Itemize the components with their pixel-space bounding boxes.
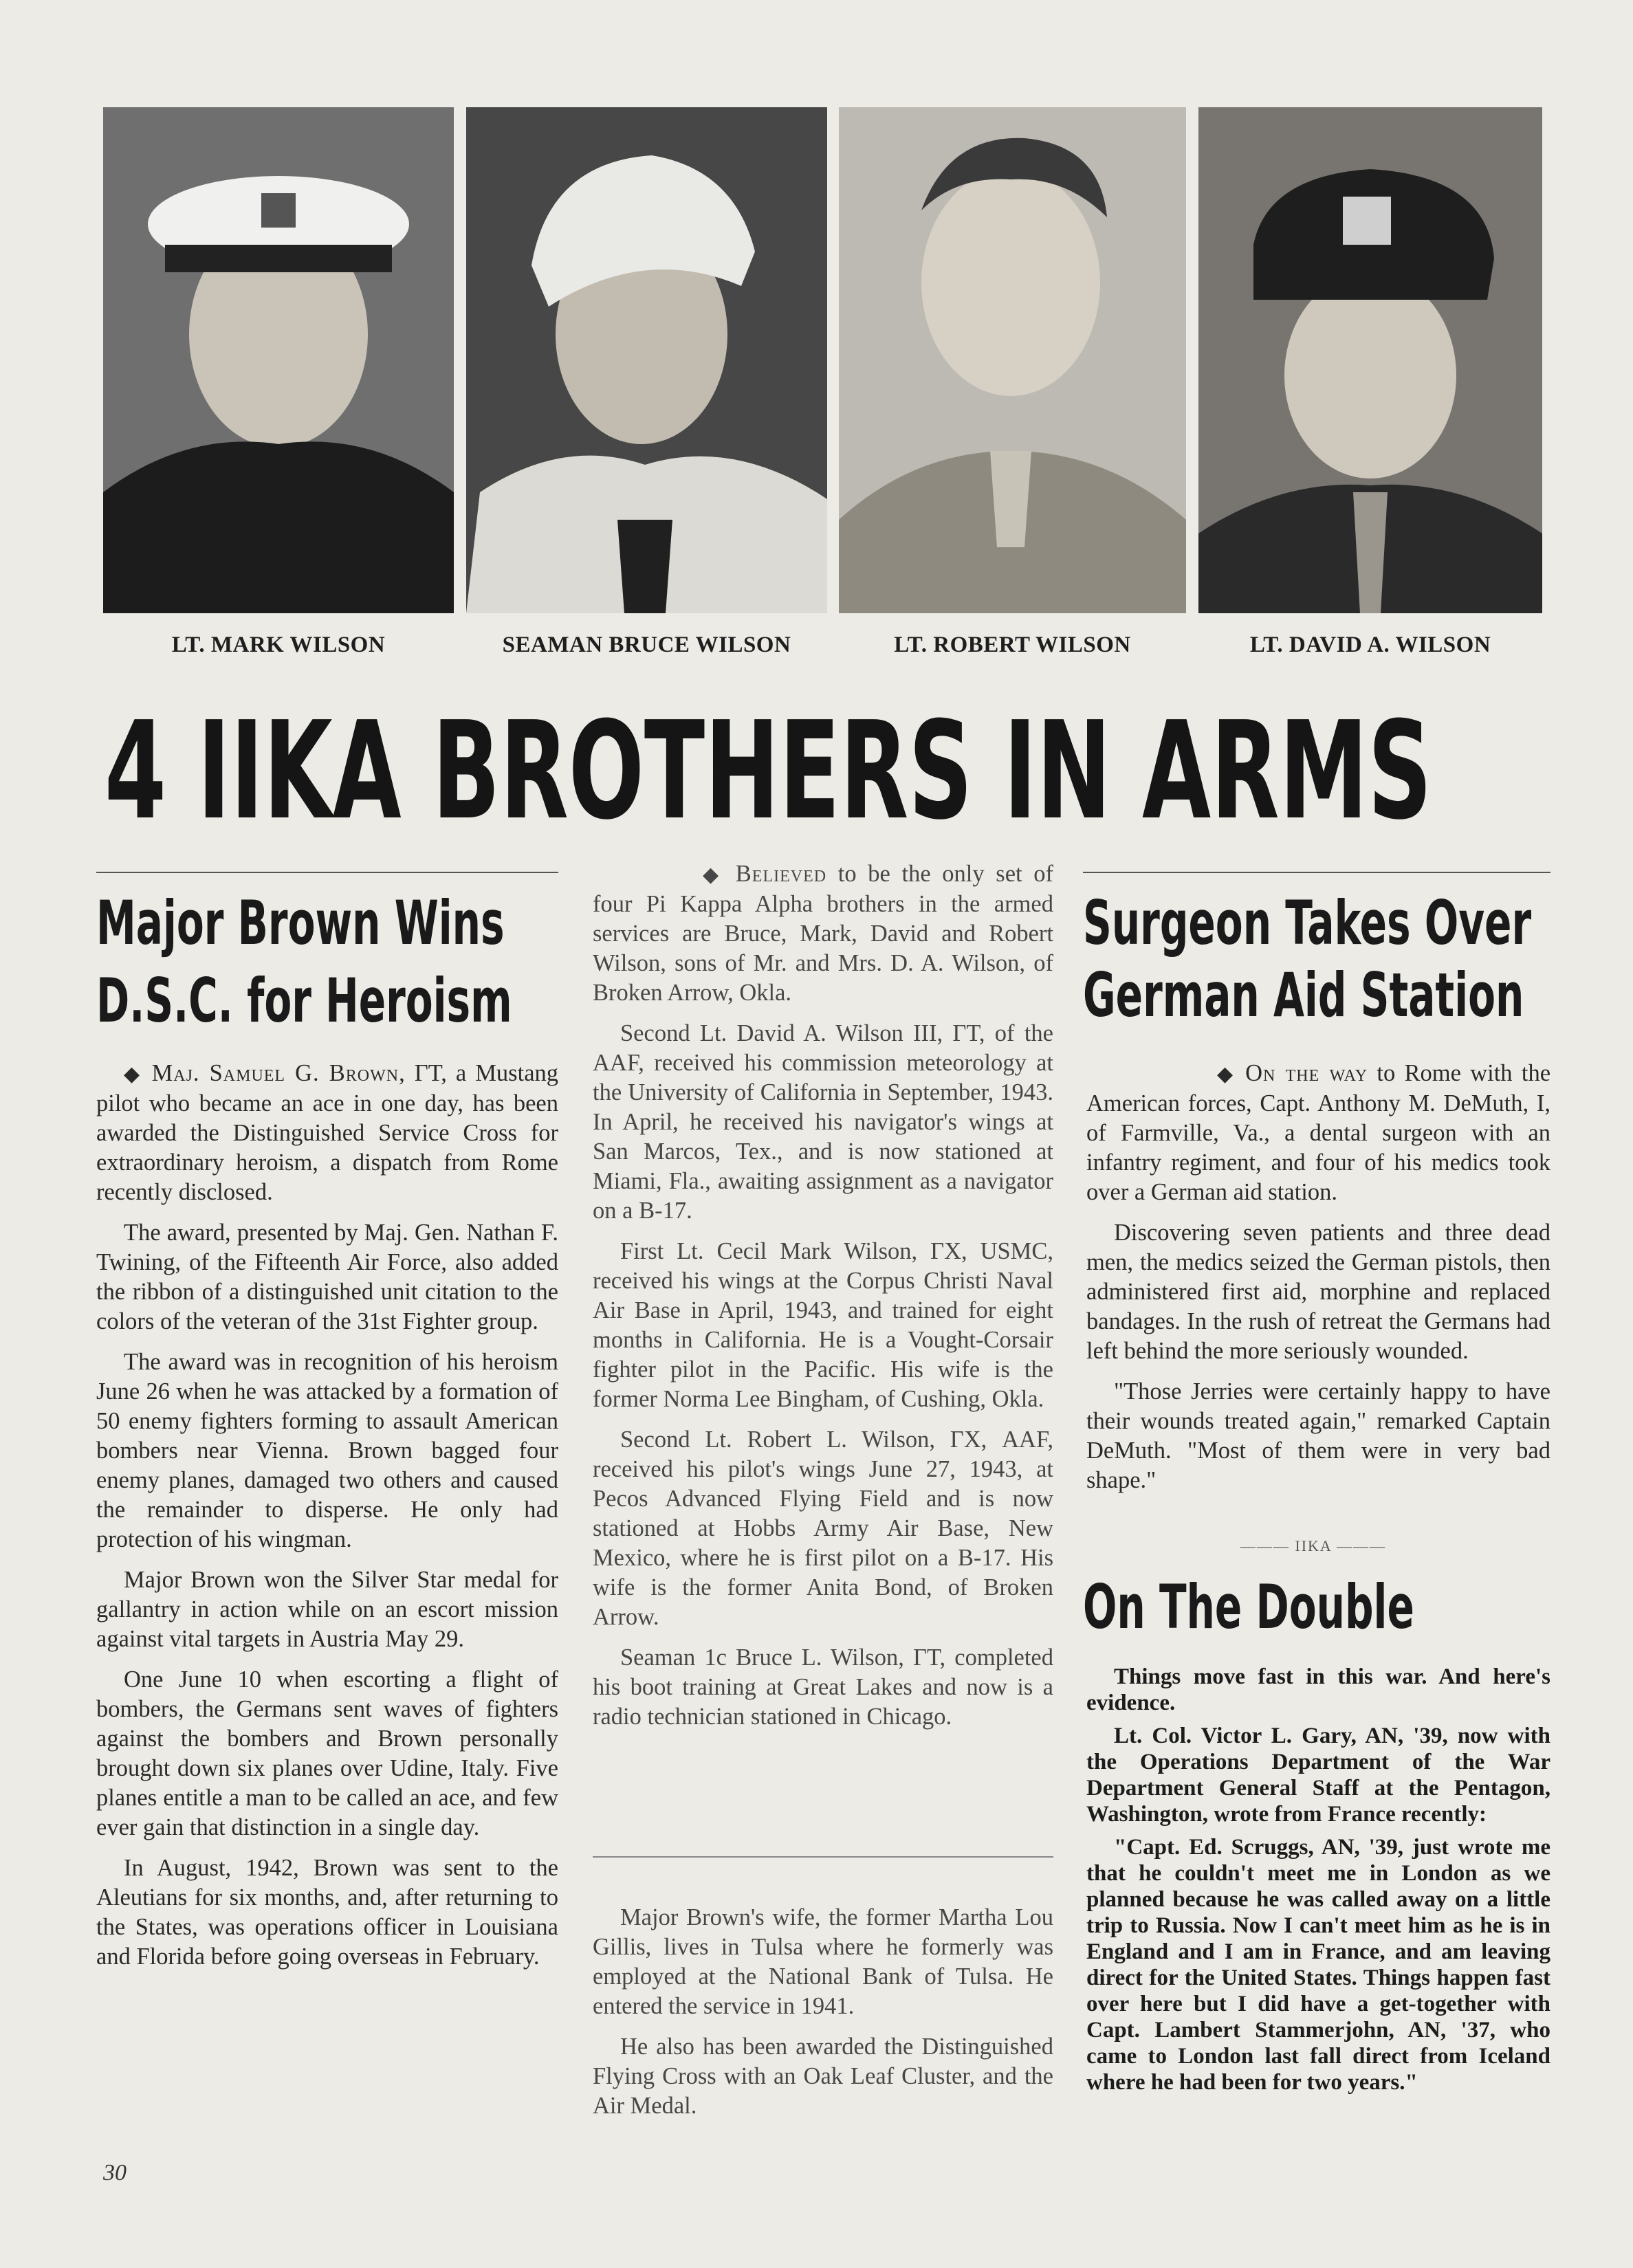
column-rule: [593, 1856, 1053, 1858]
page-headline: 4 IIKA BROTHERS IN ARMS: [105, 693, 1432, 850]
column-rule: [1083, 872, 1550, 873]
photo-robert-wilson: [839, 107, 1186, 613]
paragraph: The award was in recognition of his heroism June 26 when he was attacked by a formation of 50 enemy fighters forming to assault American bombers near Vienna. Brown bagged four enemy planes, damaged two others and caused the remainder to disperse. He only had protection of his wingman.: [96, 1349, 558, 1552]
photo-david-wilson: [1198, 107, 1542, 613]
paragraph-text: to be the only set of four Pi Kappa Alpha brothers in the armed services are Bruce, Mark, David and Robert Wilson, sons of Mr. and Mrs. D. A. Wilson, of Broken Arrow, Okla.: [593, 861, 1054, 1006]
paragraph: Discovering seven patients and three dead men, the medics seized the German pistols, then administered first aid, morphine and replaced bandages. In the rush of retreat the Germans had left behind the more seriously wounded.: [1086, 1220, 1550, 1364]
paragraph: Lt. Col. Victor L. Gary, AN, '39, now with the Operations Department of the War Department General Staff at the Pentagon, Washington, wrote from France recently:: [1086, 1724, 1550, 1827]
diamond-bullet-icon: ◆: [124, 1063, 143, 1086]
article-title: On The Double: [1083, 1572, 1414, 1642]
photo-caption: SEAMAN BRUCE WILSON: [502, 632, 791, 657]
photo-mark-wilson: [103, 107, 454, 613]
photo-caption: LT. ROBERT WILSON: [894, 632, 1131, 657]
paragraph: The award, presented by Maj. Gen. Nathan F. Twining, of the Fifteenth Air Force, also added the ribbon of a distinguished unit citation to the colors of the veteran of the 31st Fighter group.: [96, 1220, 558, 1334]
paragraph: In August, 1942, Brown was sent to the Aleutians for six months, and, after returning to the States, was operations officer in Louisiana and Florida before going overseas in February.: [96, 1855, 558, 1970]
article-body-brown: [96, 1059, 558, 1983]
page-number: 30: [103, 2160, 127, 2186]
paragraph: First Lt. Cecil Mark Wilson, ΓΧ, USMC, received his wings at the Corpus Christi Naval Air Base in April, 1943, and trained for eight months in California. He is a Vought-Corsair fighter pilot in the Pacific. His wife is the former Norma Lee Bingham, of Cushing, Okla.: [593, 1238, 1053, 1412]
article-title: D.S.C. for Heroism: [96, 965, 512, 1036]
column-rule: [96, 872, 558, 873]
lead-in: Maj. Samuel G. Brown,: [151, 1060, 406, 1086]
paragraph: "Those Jerries were certainly happy to have their wounds treated again," remarked Captain DeMuth. "Most of them were in very bad shape.": [1086, 1378, 1550, 1493]
diamond-bullet-icon: ◆: [703, 863, 725, 886]
paragraph: Things move fast in this war. And here's evidence.: [1086, 1664, 1550, 1715]
section-divider: ——— IIKA ———: [1240, 1537, 1387, 1554]
diamond-bullet-icon: ◆: [1217, 1063, 1236, 1086]
article-title: Surgeon Takes Over: [1083, 888, 1532, 958]
article-body-wilson: [593, 859, 1053, 1743]
article-title: German Aid Station: [1083, 960, 1524, 1031]
paragraph: He also has been awarded the Distinguished Flying Cross with an Oak Leaf Cluster, and the Air Medal.: [593, 2034, 1053, 2119]
photo-caption: LT. DAVID A. WILSON: [1249, 632, 1491, 657]
paragraph-text: to Rome with the American forces, Capt. Anthony M. DeMuth, I, of Farmville, Va., a dental surgeon with an infantry regiment, and four of his medics took over a German aid station.: [1086, 1060, 1551, 1205]
paragraph: Second Lt. David A. Wilson III, ΓΤ, of the AAF, received his commission meteorology at the University of California in September, 1943. In April, he received his navigator's wings at San Marcos, Tex., and is now stationed at Miami, Fla., awaiting assignment as a navigator on a B-17.: [593, 1020, 1053, 1224]
lead-in: On the way: [1245, 1060, 1368, 1086]
article-body-demuth: [1086, 1059, 1550, 1506]
paragraph: Second Lt. Robert L. Wilson, ΓΧ, AAF, received his pilot's wings June 27, 1943, at Pecos Advanced Flying Field and is now stationed at Hobbs Army Air Base, New Mexico, where he is first pilot on a B-17. His wife is the former Anita Bond, of Broken Arrow.: [593, 1427, 1053, 1630]
paragraph: Major Brown won the Silver Star medal for gallantry in action while on an escort mission against vital targets in Austria May 29.: [96, 1567, 558, 1652]
paragraph-text: ΓΤ, a Mustang pilot who became an ace in one day, has been awarded the Distinguished Service Cross for extraordinary heroism, a dispatch from Rome recently disclosed.: [96, 1060, 559, 1205]
article-body-on-the-double: [1086, 1664, 1550, 2106]
photo-caption: LT. MARK WILSON: [171, 632, 386, 657]
lead-in: Believed: [735, 861, 827, 887]
paragraph: Major Brown's wife, the former Martha Lou Gillis, lives in Tulsa where he formerly was employed at the National Bank of Tulsa. He entered the service in 1941.: [593, 1904, 1053, 2019]
paragraph: "Capt. Ed. Scruggs, AN, '39, just wrote me that he couldn't meet me in London as we planned because he was called away on a little trip to Russia. Now I can't meet him as he is in England and I am in France, and am leaving direct for the United States. Things happen fast over here but I did have a get-together with Capt. Lambert Stammerjohn, AN, '37, who came to London last fall direct from Iceland where he had been for two years.": [1086, 1835, 1550, 2095]
paragraph: One June 10 when escorting a flight of bombers, the Germans sent waves of fighters against the bombers and Brown personally brought down six planes over Udine, Italy. Five planes entitle a man to be called an ace, and few ever gain that distinction in a single day.: [96, 1666, 558, 1840]
photo-bruce-wilson: [466, 107, 827, 613]
paragraph: Seaman 1c Bruce L. Wilson, ΓΤ, completed his boot training at Great Lakes and now is a radio technician stationed in Chicago.: [593, 1644, 1053, 1730]
article-body-brown-continued: [593, 1903, 1053, 2132]
article-title: Major Brown Wins: [96, 888, 505, 958]
divider-label: IIKA: [1295, 1537, 1332, 1554]
